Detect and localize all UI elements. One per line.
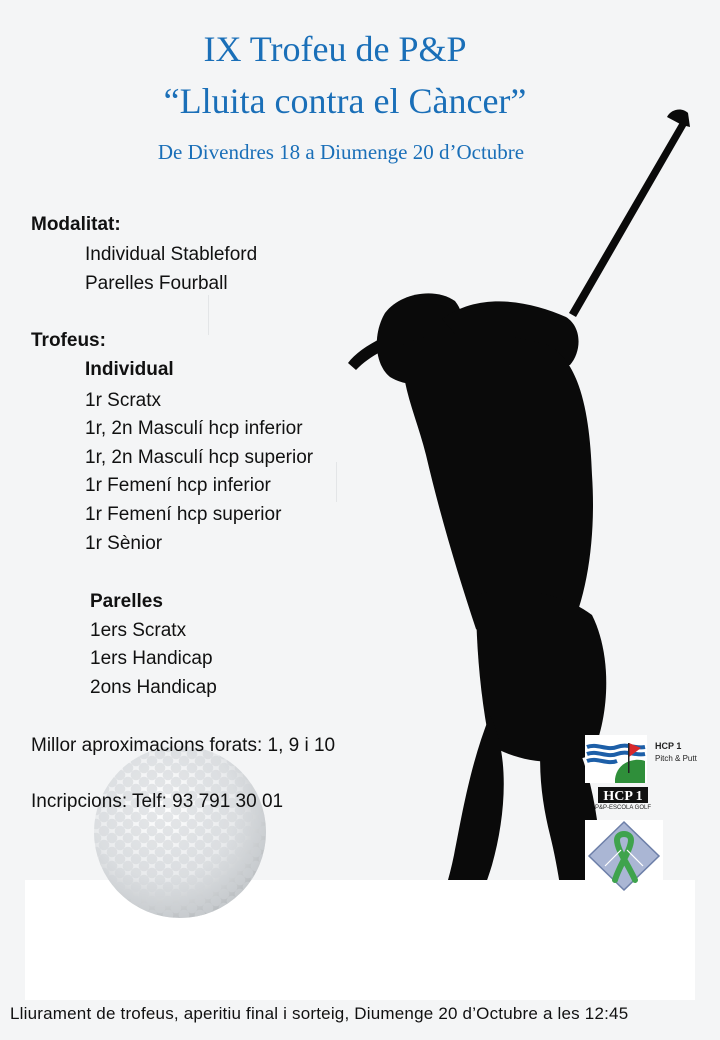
individual-item: 1r Femení hcp inferior bbox=[85, 475, 271, 496]
parelles-item: 2ons Handicap bbox=[90, 677, 217, 698]
modalitat-item: Individual Stableford bbox=[85, 244, 258, 265]
parelles-item: 1ers Scratx bbox=[90, 620, 187, 641]
hcp1-logo bbox=[585, 735, 705, 811]
cancer-ribbon-logo bbox=[585, 820, 663, 892]
hcp-sub-label: Pitch & Putt bbox=[655, 754, 697, 763]
trofeus-heading: Trofeus: bbox=[31, 330, 106, 351]
inscripcions-text: Incripcions: Telf: 93 791 30 01 bbox=[31, 791, 284, 812]
individual-item: 1r Scratx bbox=[85, 390, 162, 411]
golf-ball-image bbox=[80, 740, 280, 925]
individual-item: 1r, 2n Masculí hcp superior bbox=[85, 447, 314, 468]
individual-item: 1r Sènior bbox=[85, 533, 163, 554]
event-dates: De Divendres 18 a Diumenge 20 d’Octubre bbox=[157, 140, 525, 164]
title: IX Trofeu de P&P bbox=[203, 29, 467, 69]
aproximacions-text: Millor aproximacions forats: 1, 9 i 10 bbox=[31, 735, 336, 756]
individual-item: 1r, 2n Masculí hcp inferior bbox=[85, 418, 303, 439]
footer-text: Lliurament de trofeus, aperitiu final i sorteig, Diumenge 20 d’Octubre a les 12:45 bbox=[10, 1004, 629, 1023]
modalitat-heading: Modalitat: bbox=[31, 214, 121, 235]
hcp-box-label: HCP 1 bbox=[603, 789, 643, 804]
hcp-school-label: P&P-ESCOLA GOLF bbox=[594, 805, 652, 811]
individual-item: 1r Femení hcp superior bbox=[85, 504, 282, 525]
hcp-name-label: HCP 1 bbox=[655, 741, 682, 751]
parelles-item: 1ers Handicap bbox=[90, 648, 213, 669]
subtitle: “Lluita contra el Càncer” bbox=[163, 81, 527, 121]
parelles-heading: Parelles bbox=[90, 591, 163, 612]
divider-line bbox=[208, 295, 209, 335]
individual-heading: Individual bbox=[85, 359, 174, 380]
modalitat-item: Parelles Fourball bbox=[85, 273, 228, 294]
